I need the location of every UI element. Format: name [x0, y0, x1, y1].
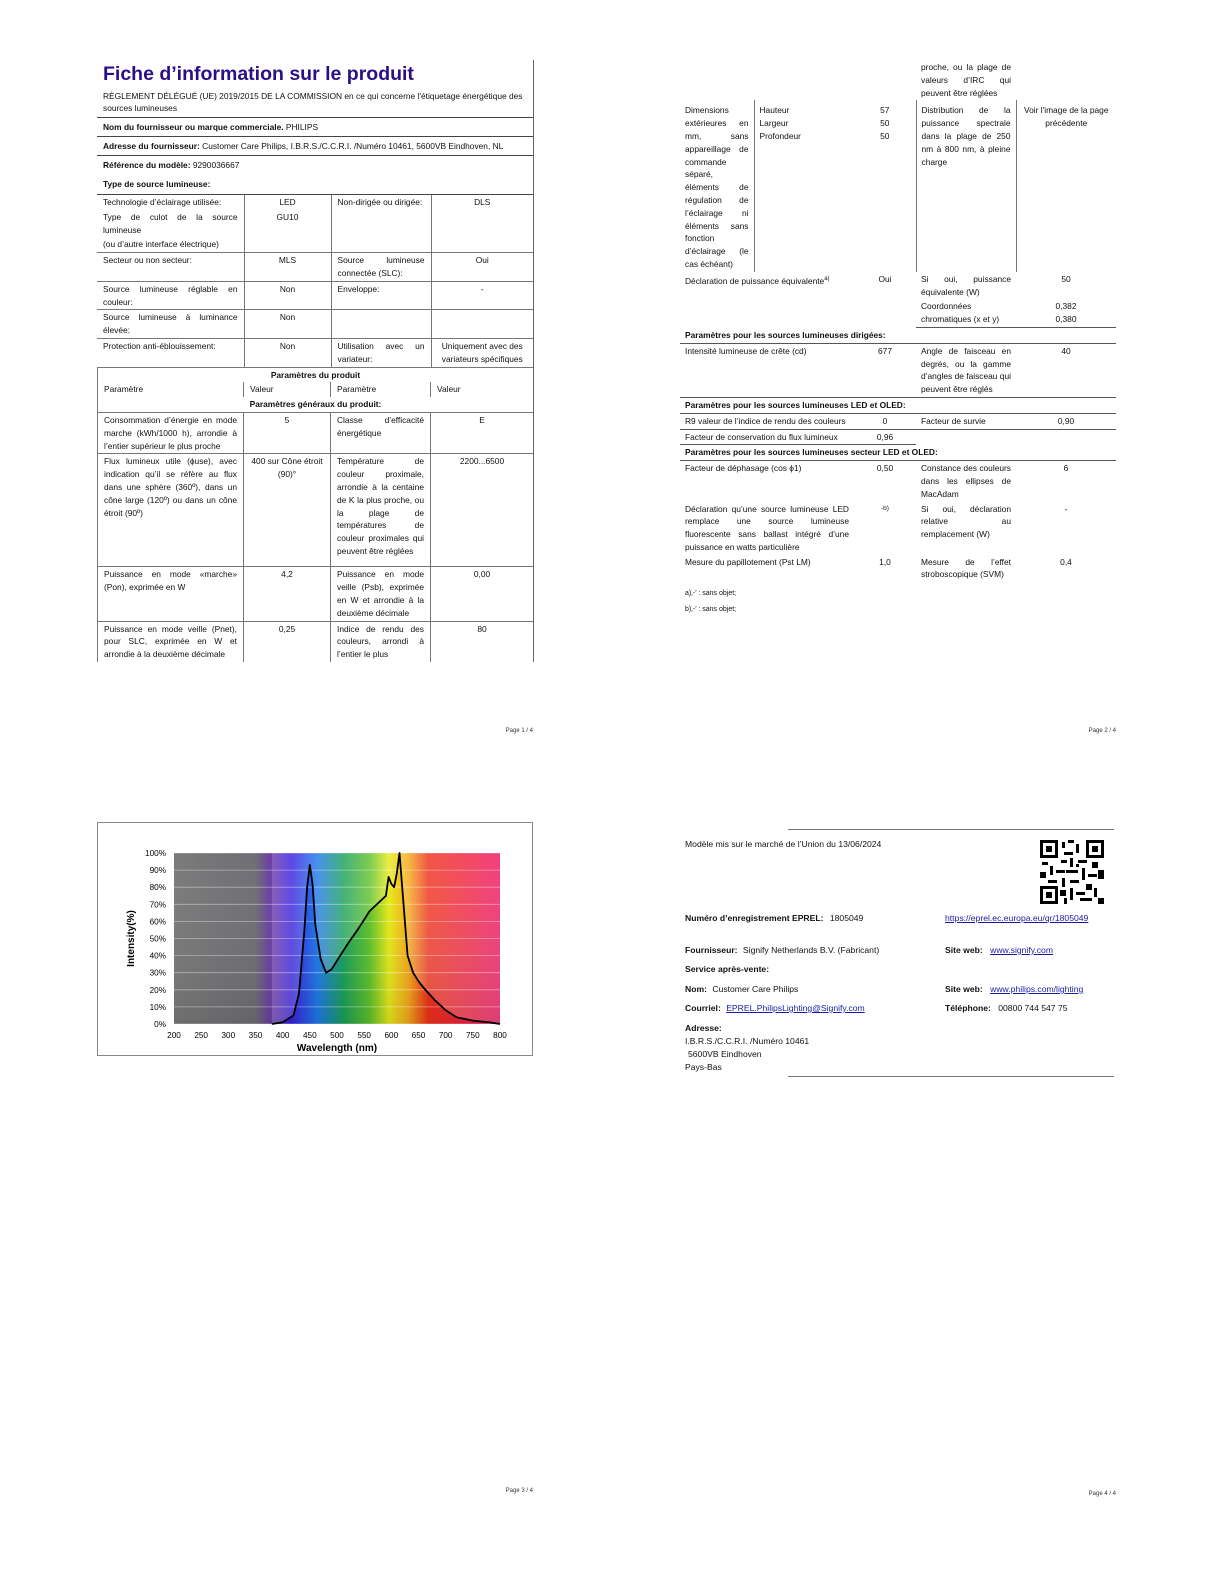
cell: Type de culot de la source lumineuse: [97, 210, 244, 238]
dim-value: 50: [880, 118, 890, 129]
dims-label: Dimensions extérieures en mm, sans appareillage de commande séparé, éléments de régulation de l’éclairage ni éléments sans fonction d’éclairage (le cas échéant): [680, 100, 754, 271]
table-row: [98, 454, 534, 567]
supplier-row: [685, 944, 879, 957]
cell: Technologie d’éclairage utilisée:: [97, 195, 244, 210]
cell: 0,00: [431, 567, 534, 621]
page-number: Page 4 / 4: [1088, 1491, 1116, 1497]
table-row: [680, 60, 1116, 100]
supplier-name: PHILIPS: [285, 122, 319, 132]
table-row: [98, 412, 534, 453]
cell: [331, 310, 431, 339]
phone-row: [945, 1002, 1068, 1015]
col-header-value: Valeur: [437, 384, 461, 395]
product-params-table: [97, 368, 533, 662]
cell: Non: [244, 338, 331, 367]
fluo-power-label: Si oui, déclaration relative au remplacement (W): [921, 503, 1011, 540]
cell: [331, 237, 431, 252]
table-row: [98, 397, 534, 412]
address-line: Pays-Bas: [685, 1062, 722, 1072]
cell: Non-dirigée ou dirigée:: [331, 195, 431, 210]
strobo-value: 0,4: [1060, 556, 1072, 567]
cell: 5: [244, 412, 331, 453]
name-label: Nom:: [685, 984, 707, 994]
source-type-label: Type de source lumineuse:: [97, 174, 533, 195]
cell: DLS: [474, 197, 491, 207]
cell: Uniquement avec des variateurs spécifiques: [431, 338, 533, 367]
table-row: [680, 413, 1116, 429]
phase-label: Facteur de déphasage (cos ϕ1): [685, 463, 802, 474]
cell: [331, 210, 431, 238]
cell: 0,25: [244, 621, 331, 662]
y-tick-label: 60%: [149, 917, 166, 927]
eprel-value: 1805049: [829, 913, 864, 923]
y-tick-label: 0%: [154, 1020, 166, 1029]
equiv-label: [680, 272, 854, 300]
footnote-b: b)‚-’ : sans objet;: [685, 606, 737, 614]
mains-led-heading: Paramètres pour les sources lumineuses secteur LED et OLED:: [680, 445, 1116, 461]
table-row: [98, 382, 534, 397]
equiv-value: Oui: [878, 273, 892, 284]
page-1-body: [97, 60, 534, 662]
table-row: [680, 272, 1116, 300]
name-value: Customer Care Philips: [712, 984, 799, 994]
x-tick-label: 250: [194, 1031, 209, 1040]
regulation-text: RÈGLEMENT DÉLÉGUÉ (UE) 2019/2015 DE LA COMMISSION en ce qui concerne l'étiquetage énergétique des sources lumineuses: [97, 88, 533, 118]
x-axis-label: Wavelength (nm): [296, 1043, 378, 1054]
table-row: [680, 429, 1116, 445]
dims-values: [854, 100, 916, 271]
cell: 400 sur Cône étroit (90)°: [244, 454, 331, 567]
col-header-value: Valeur: [244, 382, 331, 397]
x-tick-label: 650: [411, 1031, 426, 1040]
table-row: [98, 368, 534, 383]
dim-value: 50: [880, 130, 890, 141]
cell: Source lumineuse à luminance élevée:: [97, 310, 244, 339]
cell: 2200...6500: [431, 454, 534, 567]
col-header-param: Paramètre: [98, 382, 244, 397]
table-row: [680, 343, 1116, 397]
y-tick-label: 10%: [149, 1002, 166, 1012]
fluo-label: Déclaration qu’une source lumineuse LED remplace une source lumineuse fluorescente sans ballast intégré d’une puissance en watts particulière: [685, 503, 849, 552]
page-3: [97, 820, 533, 1520]
beam-value: 40: [1016, 343, 1116, 397]
website-link-1[interactable]: www.signify.com: [990, 945, 1053, 955]
cell: Température de couleur proximale, arrondie à la centaine de K la plus proche, ou la plage de températures de couleur proximales qui peuvent être réglées: [331, 454, 431, 567]
cell: Flux lumineux utile (ϕuse), avec indication qu’il se réfère au flux dans une sphère (360º), dans un cône large (120º) ou dans un cône étroit (90º): [98, 454, 244, 567]
chroma-x: 0,382: [1055, 301, 1077, 312]
survival-value: 0,90: [1016, 413, 1116, 429]
x-tick-label: 550: [357, 1031, 372, 1040]
led-heading: Paramètres pour les sources lumineuses LED et OLED:: [680, 397, 1116, 413]
cell: Consommation d’énergie en mode marche (kWh/1000 h), arrondie à l’entier supérieur le plus proche: [98, 412, 244, 453]
fluo-value: -b): [881, 504, 889, 512]
cell: -: [431, 281, 533, 310]
dim-value: 57: [880, 105, 890, 116]
table-row: [97, 253, 533, 282]
x-tick-label: 600: [384, 1031, 399, 1040]
footnote-a: a)‚-’ : sans objet;: [685, 590, 737, 598]
y-tick-label: 20%: [149, 985, 166, 995]
flicker-label: Mesure du papillotement (Pst LM): [685, 556, 811, 567]
table-row: [97, 195, 533, 210]
table-row: [97, 281, 533, 310]
irc-continuation: proche, ou la plage de valeurs d’IRC qui peuvent être réglées: [921, 62, 1011, 98]
cell: Puissance en mode veille (Psb), exprimée en W et arrondie à la deuxième décimale: [331, 567, 431, 621]
cell: Enveloppe:: [331, 281, 431, 310]
table-row: [97, 237, 533, 252]
page-2: [680, 60, 1116, 740]
x-tick-label: 200: [167, 1031, 181, 1040]
chroma-y: 0,380: [1055, 314, 1077, 325]
supplier-label: Fournisseur:: [685, 945, 738, 955]
spectrum-chart: [98, 823, 532, 1055]
equiv-sup: a): [824, 275, 830, 282]
website-label: Site web:: [945, 945, 983, 955]
y-tick-label: 40%: [149, 951, 166, 961]
table-row: [97, 310, 533, 339]
y-tick-label: 30%: [149, 968, 166, 978]
cell: [431, 210, 533, 238]
cell: Source lumineuse réglable en couleur:: [97, 281, 244, 310]
dims-names: [754, 100, 854, 271]
dim-name: Hauteur: [759, 105, 790, 116]
cell: LED: [244, 195, 331, 210]
params-table-continued: [680, 60, 1116, 582]
equiv-power-value: 50: [1061, 273, 1071, 284]
chroma-label: Coordonnées chromatiques (x et y): [916, 299, 1016, 327]
macadam-value: 6: [1063, 463, 1069, 474]
bottom-divider: [788, 1076, 1114, 1077]
spectral-label: Distribution de la puissance spectrale dans la plage de 250 nm à 800 nm, à pleine charge: [916, 100, 1016, 271]
cell: Source lumineuse connectée (SLC):: [331, 253, 431, 282]
cell: 80: [477, 623, 487, 634]
y-tick-label: 80%: [149, 883, 166, 893]
address-label: Adresse:: [685, 1023, 722, 1033]
table-row: [97, 338, 533, 367]
cell: Secteur ou non secteur:: [97, 253, 244, 282]
product-params-heading: Paramètres du produit: [270, 369, 361, 380]
eprel-link[interactable]: https://eprel.ec.europa.eu/qr/1805049: [945, 913, 1089, 923]
supplier-name-label: Nom du fournisseur ou marque commerciale.: [103, 122, 284, 132]
x-tick-label: 300: [221, 1031, 236, 1040]
supplier-address-label: Adresse du fournisseur:: [103, 141, 200, 151]
chroma-values: [1016, 299, 1116, 327]
page-number: Page 2 / 4: [1088, 728, 1116, 734]
x-tick-label: 350: [248, 1031, 263, 1040]
table-row: [98, 567, 534, 621]
footnotes: [680, 582, 1116, 622]
fluo-power-value: -: [1064, 503, 1068, 514]
page-4: [680, 820, 1116, 1520]
cell: Indice de rendu des couleurs, arrondi à l’entier le plus: [331, 621, 431, 662]
page-1: [97, 60, 533, 740]
model-ref-row: [97, 156, 533, 174]
equiv-power-label: Si oui, puissance équivalente (W): [921, 273, 1011, 297]
general-params-heading: Paramètres généraux du produit:: [98, 397, 534, 412]
col-header-param: Paramètre: [331, 382, 431, 397]
table-row: [680, 327, 1116, 343]
supplier-name-row: [97, 118, 533, 137]
table-row: [97, 210, 533, 238]
top-divider: [788, 829, 1114, 830]
beam-label: Angle de faisceau en degrés, ou la gamme d’angles de faisceau qui peuvent être réglés: [916, 343, 1016, 397]
address-line: 5600VB Eindhoven: [688, 1049, 762, 1059]
y-tick-label: 70%: [149, 900, 166, 910]
qr-code: [1040, 840, 1104, 904]
service-label: Service après-vente:: [685, 964, 770, 974]
phone-value: 00800 744 547 75: [998, 1003, 1068, 1013]
x-tick-label: 750: [465, 1031, 480, 1040]
strobo-label: Mesure de l’effet stroboscopique (SVM): [921, 556, 1011, 580]
table-row: [680, 445, 1116, 461]
address-block: [685, 1022, 809, 1074]
website-row-1: [945, 944, 1053, 957]
y-tick-label: 100%: [145, 849, 166, 858]
cell: Protection anti-éblouissement:: [97, 338, 244, 367]
y-tick-label: 90%: [149, 866, 166, 876]
table-row: [98, 621, 534, 662]
cell: Puissance en mode veille (Pnet), pour SLC, exprimée en W et arrondie à la deuxième décimale: [98, 621, 244, 662]
peak-value: 677: [854, 343, 916, 397]
x-tick-label: 500: [330, 1031, 344, 1040]
peak-label: Intensité lumineuse de crête (cd): [680, 343, 854, 397]
table-row: [680, 502, 1116, 555]
phase-value: 0,50: [876, 463, 894, 474]
y-axis-label: Intensity(%): [126, 910, 137, 967]
market-date: Modèle mis sur le marché de l’Union du 13/06/2024: [685, 839, 882, 849]
cell: Classe d’efficacité énergétique: [331, 412, 431, 453]
table-row: [680, 100, 1116, 271]
macadam-label: Constance des couleurs dans les ellipses de MacAdam: [921, 463, 1011, 499]
cell: [431, 237, 533, 252]
cell: MLS: [244, 253, 331, 282]
table-row: [680, 397, 1116, 413]
website-row-2: [945, 983, 1083, 996]
website-link-2[interactable]: www.philips.com/lighting: [990, 984, 1084, 994]
cell: 4,2: [244, 567, 331, 621]
maint-label: Facteur de conservation du flux lumineux: [680, 429, 854, 445]
r9-label: R9 valeur de l’indice de rendu des couleurs: [680, 413, 854, 429]
cell: Utilisation avec un variateur:: [331, 338, 431, 367]
cell: Non: [244, 281, 331, 310]
maint-value: 0,96: [854, 429, 916, 445]
x-tick-label: 400: [275, 1031, 290, 1040]
dim-name: Largeur: [759, 118, 789, 129]
eprel-label: Numéro d’enregistrement EPREL:: [685, 913, 824, 923]
flicker-value: 1,0: [879, 556, 891, 567]
survival-label: Facteur de survie: [916, 413, 1016, 429]
cell: GU10: [244, 210, 331, 238]
cell: E: [431, 412, 534, 453]
table-row: [680, 299, 1116, 327]
dim-name: Profondeur: [759, 130, 801, 141]
supplier-value: Signify Netherlands B.V. (Fabricant): [742, 945, 880, 955]
page-number: Page 3 / 4: [505, 1488, 533, 1494]
cell: [431, 310, 533, 339]
model-ref-label: Référence du modèle:: [103, 160, 191, 170]
email-row: [685, 1002, 865, 1015]
email-link[interactable]: EPREL.PhilipsLighting@Signify.com: [726, 1003, 865, 1013]
cell: Non: [244, 310, 331, 339]
x-tick-label: 450: [302, 1031, 317, 1040]
supplier-address: Customer Care Philips, I.B.R.S./C.C.R.I. /Numéro 10461, 5600VB Eindhoven, NL: [202, 141, 504, 151]
source-type-table: [97, 195, 533, 368]
supplier-address-row: [97, 137, 533, 156]
website-label: Site web:: [945, 984, 983, 994]
model-ref: 9290036667: [192, 160, 240, 170]
spectrum-chart-frame: [97, 822, 533, 1056]
cell: Puissance en mode «marche» (Pon), exprimée en W: [98, 567, 244, 621]
page-title: Fiche d’information sur le produit: [103, 63, 414, 85]
phone-label: Téléphone:: [945, 1003, 991, 1013]
directed-heading: Paramètres pour les sources lumineuses dirigées:: [680, 327, 1116, 343]
spectral-value: Voir l'image de la page précédente: [1016, 100, 1116, 271]
table-row: [680, 461, 1116, 502]
r9-value: 0: [854, 413, 916, 429]
x-tick-label: 800: [493, 1031, 507, 1040]
eprel-row: [685, 912, 863, 925]
equiv-label-text: Déclaration de puissance équivalente: [685, 275, 825, 286]
email-label: Courriel:: [685, 1003, 721, 1013]
cell: (ou d’autre interface électrique): [97, 237, 244, 252]
contact-name-row: [685, 983, 798, 996]
address-line: I.B.R.S./C.C.R.I. /Numéro 10461: [685, 1036, 810, 1046]
x-tick-label: 700: [438, 1031, 453, 1040]
cell: Oui: [431, 253, 533, 282]
page-number: Page 1 / 4: [505, 728, 533, 734]
cell: [244, 237, 331, 252]
y-tick-label: 50%: [149, 934, 166, 944]
table-row: [680, 555, 1116, 583]
